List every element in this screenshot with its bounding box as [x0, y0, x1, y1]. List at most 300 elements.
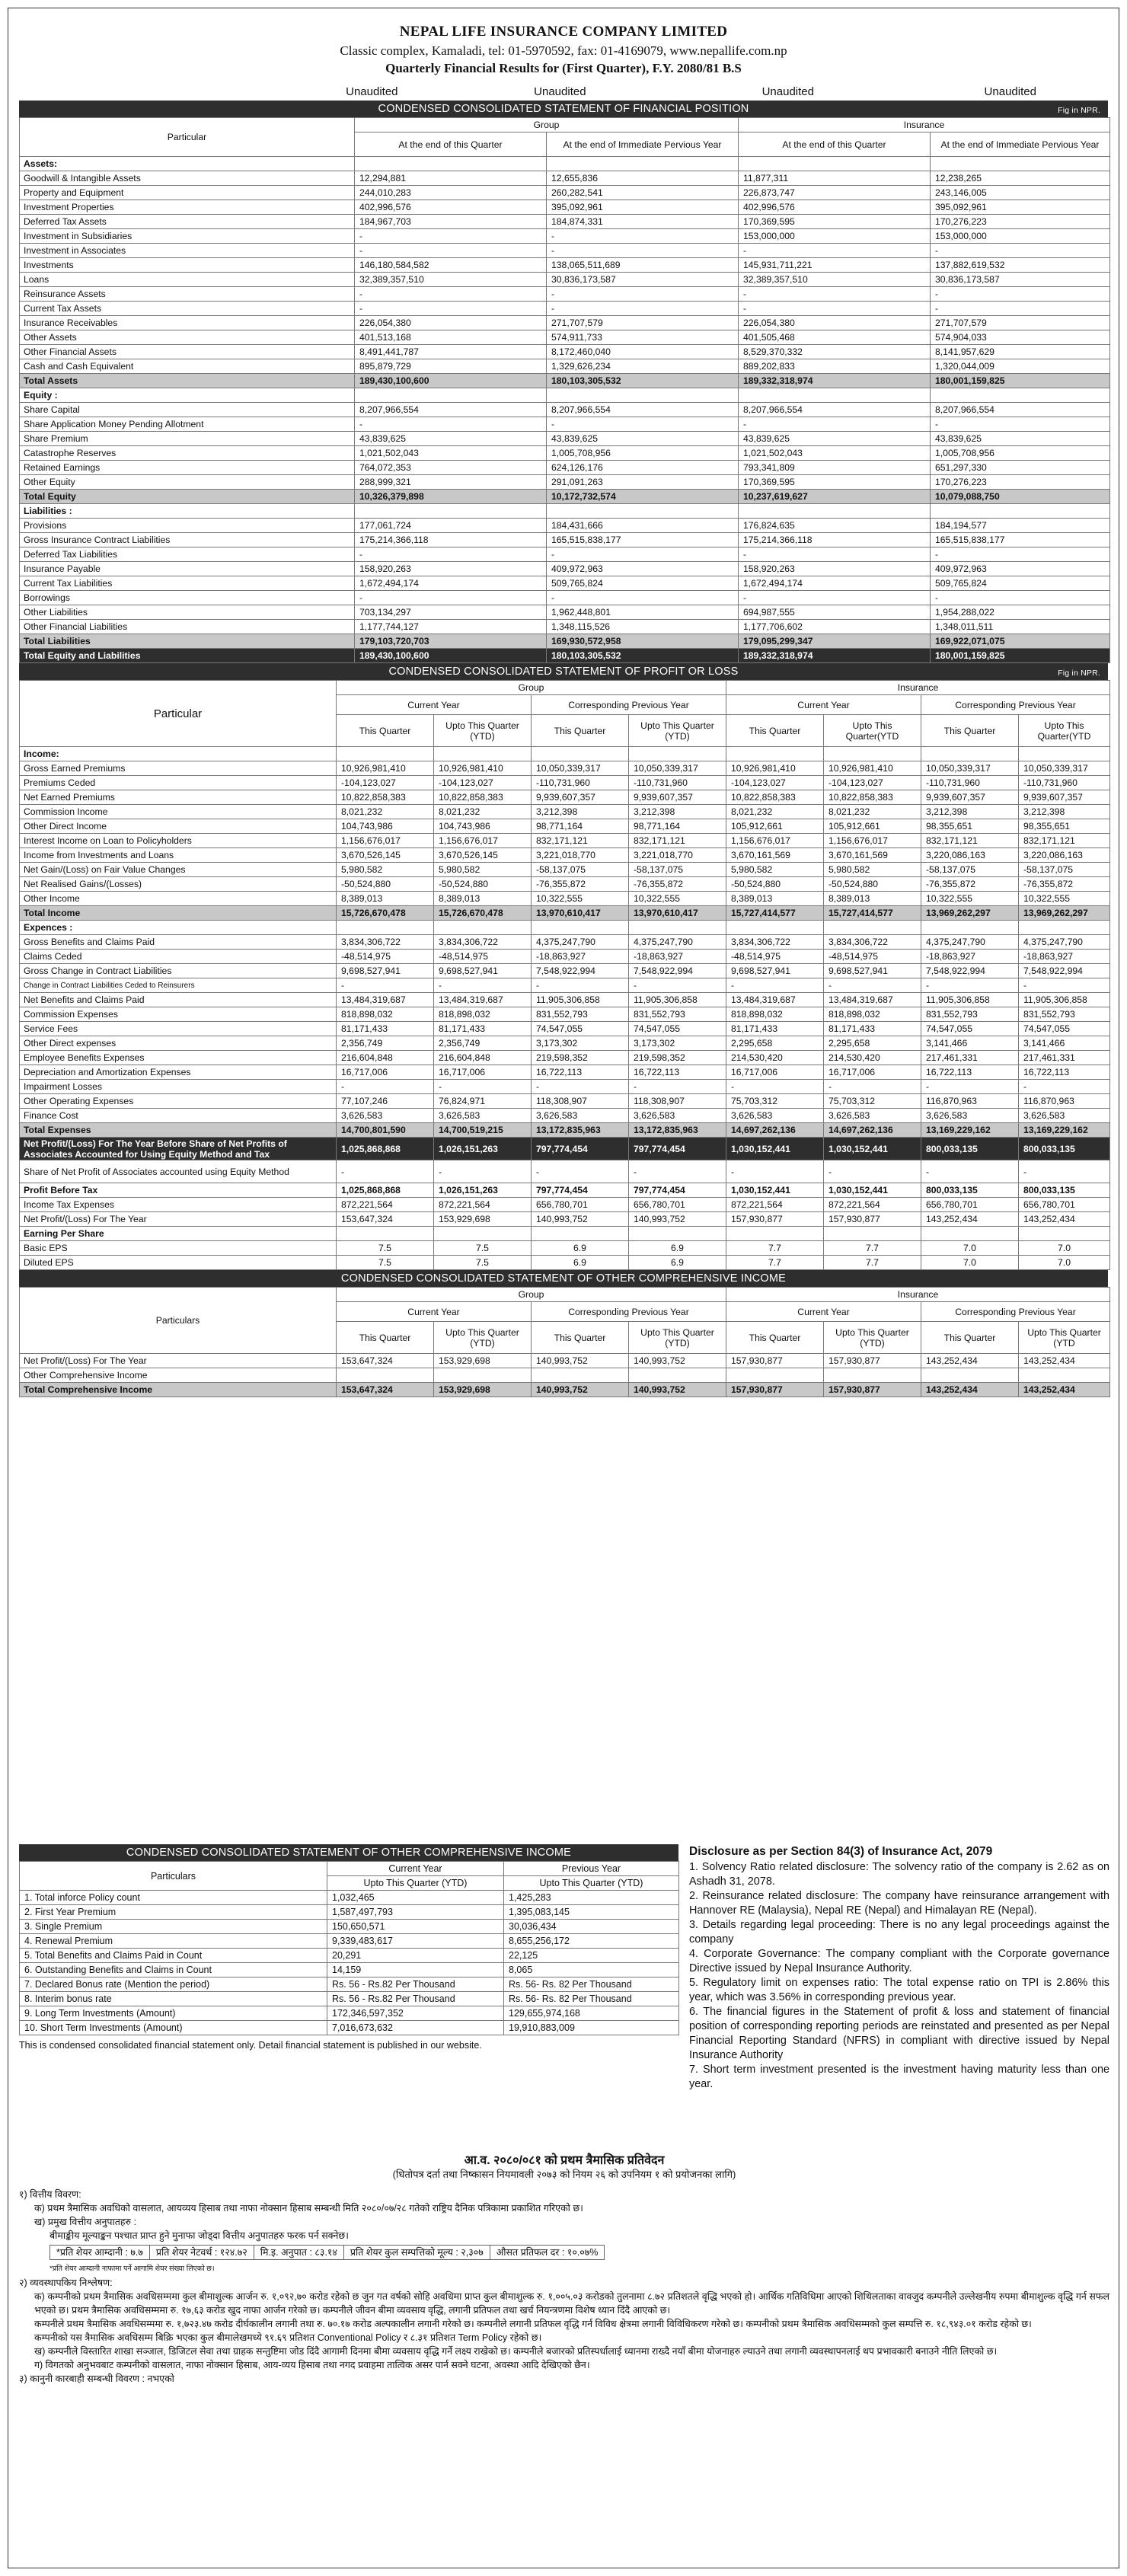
disclosure-item: 3. Details regarding legal proceeding: There is no any legal proceedings against the company: [689, 1919, 1109, 1946]
table-row: [20, 287, 1110, 302]
table-row: [20, 1992, 679, 2006]
value-cell: 13,484,319,687: [337, 993, 434, 1007]
value-cell: 764,072,353: [355, 461, 547, 475]
value-cell: 656,780,701: [532, 1198, 629, 1212]
table-row: [20, 1368, 1110, 1383]
table-row: [20, 519, 1110, 533]
value-cell: -50,524,880: [337, 877, 434, 892]
value-cell: 3,834,306,722: [824, 935, 921, 950]
value-cell: 179,095,299,347: [739, 634, 931, 649]
header-ytd: Upto This Quarter (YTD: [1019, 1322, 1110, 1354]
value-cell: [355, 157, 547, 171]
table-row: [20, 978, 1110, 993]
row-label: Other Direct Income: [20, 819, 337, 834]
value-cell: 1,672,494,174: [355, 576, 547, 591]
value-cell: 3,212,398: [629, 805, 726, 819]
header-current-year: Current Year: [327, 1862, 504, 1876]
value-cell: 43,839,625: [355, 432, 547, 446]
table-row: [20, 649, 1110, 663]
value-cell: -: [921, 1080, 1019, 1094]
section-title: CONDENSED CONSOLIDATED STATEMENT OF OTHER COMPREHENSIVE INCOME: [340, 1272, 787, 1285]
row-label: 3. Single Premium: [20, 1920, 327, 1934]
value-cell: -48,514,975: [337, 950, 434, 964]
value-cell: 13,172,835,963: [532, 1123, 629, 1138]
kpi-title: [19, 1844, 678, 1861]
value-cell: 818,898,032: [337, 1007, 434, 1022]
value-cell: 1,156,676,017: [434, 834, 532, 848]
value-cell: 153,929,698: [434, 1354, 532, 1368]
value-cell: [739, 157, 931, 171]
value-cell: 7,548,922,994: [921, 964, 1019, 978]
value-cell: 22,125: [504, 1949, 679, 1963]
table-row: [20, 1227, 1110, 1241]
value-cell: 16,722,113: [629, 1065, 726, 1080]
value-cell: -: [931, 547, 1110, 562]
value-cell: [1019, 1227, 1110, 1241]
table-row: [20, 244, 1110, 258]
ratio-cell: प्रति शेयर नेटवर्थ : १२४.७२: [149, 2246, 254, 2260]
value-cell: -: [739, 302, 931, 316]
value-cell: 75,703,312: [726, 1094, 824, 1109]
value-cell: -: [547, 417, 739, 432]
value-cell: 260,282,541: [547, 186, 739, 200]
row-label: Goodwill & Intangible Assets: [20, 171, 355, 186]
value-cell: -: [337, 1080, 434, 1094]
value-cell: 8,207,966,554: [355, 403, 547, 417]
value-cell: 7.5: [434, 1256, 532, 1270]
value-cell: 1,587,497,793: [327, 1905, 504, 1920]
section-title: CONDENSED CONSOLIDATED STATEMENT OF PROFIT OR LOSS: [388, 666, 739, 678]
row-label: 7. Declared Bonus rate (Mention the period): [20, 1977, 327, 1992]
value-cell: -: [434, 978, 532, 993]
value-cell: 271,707,579: [547, 316, 739, 330]
row-label: Insurance Payable: [20, 562, 355, 576]
row-label: Gross Change in Contract Liabilities: [20, 964, 337, 978]
value-cell: -: [434, 1080, 532, 1094]
disclosure-item: 2. Reinsurance related disclosure: The company have reinsurance arrangement with Hannover RE (Malaysia), Nepal RE (Nepal) and Himalayan RE (Nepal).: [689, 1890, 1109, 1917]
row-label: Reinsurance Assets: [20, 287, 355, 302]
disclosure-block: [678, 1844, 1109, 2092]
value-cell: 16,717,006: [337, 1065, 434, 1080]
row-label: Insurance Receivables: [20, 316, 355, 330]
row-label: Diluted EPS: [20, 1256, 337, 1270]
value-cell: 184,874,331: [547, 215, 739, 229]
value-cell: 9,939,607,357: [532, 790, 629, 805]
value-cell: 3,141,466: [921, 1036, 1019, 1051]
value-cell: 30,836,173,587: [931, 273, 1110, 287]
table-row: [20, 229, 1110, 244]
financial-position-rows: [20, 157, 1110, 663]
row-label: 8. Interim bonus rate: [20, 1992, 327, 2006]
value-cell: 15,727,414,577: [726, 906, 824, 921]
row-label: Borrowings: [20, 591, 355, 605]
value-cell: 651,297,330: [931, 461, 1110, 475]
value-cell: [931, 388, 1110, 403]
row-label: 4. Renewal Premium: [20, 1934, 327, 1949]
row-label: Assets:: [20, 157, 355, 171]
table-row: [20, 605, 1110, 620]
value-cell: -: [355, 229, 547, 244]
value-cell: 43,839,625: [931, 432, 1110, 446]
value-cell: 32,389,357,510: [355, 273, 547, 287]
table-row: [20, 790, 1110, 805]
value-cell: 170,276,223: [931, 475, 1110, 490]
value-cell: 401,505,468: [739, 330, 931, 345]
value-cell: -: [532, 1080, 629, 1094]
value-cell: 74,547,055: [629, 1022, 726, 1036]
header-group: Group: [337, 681, 726, 695]
row-label: Profit Before Tax: [20, 1183, 337, 1198]
value-cell: [1019, 747, 1110, 761]
value-cell: 169,922,071,075: [931, 634, 1110, 649]
table-row: [20, 776, 1110, 790]
value-cell: [921, 1368, 1019, 1383]
value-cell: 157,930,877: [824, 1354, 921, 1368]
value-cell: 832,171,121: [532, 834, 629, 848]
value-cell: 3,670,161,569: [824, 848, 921, 863]
table-row: [20, 403, 1110, 417]
value-cell: [547, 157, 739, 171]
value-cell: -110,731,960: [921, 776, 1019, 790]
value-cell: 43,839,625: [739, 432, 931, 446]
table-row: [20, 1891, 679, 1905]
table-row: [20, 417, 1110, 432]
value-cell: 77,107,246: [337, 1094, 434, 1109]
value-cell: 832,171,121: [629, 834, 726, 848]
value-cell: 13,969,262,297: [921, 906, 1019, 921]
nepali-paragraph: ख) कम्पनीले विस्तारित शाखा सञ्जाल, डिजिटल सेवा तथा ग्राहक सन्तुष्टिमा जोड दिंदै आगामी दिनमा बीमा व्यवसाय वृद्धि गर्ने लक्ष्य राखेको छ। कम्पनीले बजारको प्रतिस्पर्धालाई ध्यानमा राख्दै नयाँ बीमा योजनाहरु ल्याउने तथा लगानी व्यवस्थापनलाई थप प्रभावकारी बनाउने नीति लिएको छ।: [34, 2346, 998, 2357]
nepali-paragraph: क) प्रथम त्रैमासिक अवधिको वासलात, आयव्यय हिसाब तथा नाफा नोक्सान हिसाब सम्बन्धी मिति २०८०/०७/२८ गतेको राष्ट्रिय दैनिक पत्रिकामा प्रकाशित गरिएको छ।: [34, 2203, 583, 2214]
value-cell: 872,221,564: [337, 1198, 434, 1212]
value-cell: 16,717,006: [726, 1065, 824, 1080]
table-row: [20, 761, 1110, 776]
value-cell: 3,221,018,770: [532, 848, 629, 863]
value-cell: 118,308,907: [532, 1094, 629, 1109]
value-cell: 30,836,173,587: [547, 273, 739, 287]
value-cell: 10,050,339,317: [1019, 761, 1110, 776]
ratio-note: *प्रति शेयर आम्दानी नाफामा पर्ने आगामि शेयर संख्या लिएको छ।: [49, 2265, 215, 2273]
header-this-quarter: This Quarter: [921, 1322, 1019, 1354]
value-cell: 116,870,963: [921, 1094, 1019, 1109]
value-cell: 703,134,297: [355, 605, 547, 620]
table-row: [20, 330, 1110, 345]
value-cell: 800,033,135: [1019, 1183, 1110, 1198]
value-cell: 180,103,305,532: [547, 374, 739, 388]
value-cell: -: [739, 547, 931, 562]
row-label: Liabilities :: [20, 504, 355, 519]
value-cell: 3,626,583: [629, 1109, 726, 1123]
value-cell: 11,905,306,858: [532, 993, 629, 1007]
value-cell: [434, 1227, 532, 1241]
value-cell: 8,141,957,629: [931, 345, 1110, 359]
value-cell: 10,237,619,627: [739, 490, 931, 504]
value-cell: -18,863,927: [532, 950, 629, 964]
table-row: [20, 950, 1110, 964]
value-cell: 157,930,877: [726, 1212, 824, 1227]
value-cell: 16,717,006: [434, 1065, 532, 1080]
value-cell: 75,703,312: [824, 1094, 921, 1109]
value-cell: 13,172,835,963: [629, 1123, 726, 1138]
value-cell: 3,670,161,569: [726, 848, 824, 863]
value-cell: 10,050,339,317: [921, 761, 1019, 776]
nepali-heading: २) व्यवस्थापकिय निश्लेषण:: [19, 2278, 113, 2288]
value-cell: 143,252,434: [921, 1383, 1019, 1397]
value-cell: 13,484,319,687: [726, 993, 824, 1007]
value-cell: 129,655,974,168: [504, 2006, 679, 2021]
value-cell: -: [547, 302, 739, 316]
value-cell: -: [629, 1080, 726, 1094]
value-cell: -: [931, 417, 1110, 432]
value-cell: 1,177,706,602: [739, 620, 931, 634]
value-cell: 800,033,135: [921, 1138, 1019, 1160]
value-cell: 3,834,306,722: [337, 935, 434, 950]
value-cell: 184,431,666: [547, 519, 739, 533]
value-cell: -: [739, 417, 931, 432]
table-row: [20, 461, 1110, 475]
value-cell: -: [931, 591, 1110, 605]
figure-unit-label: Fig in NPR.: [1058, 669, 1100, 678]
ratio-cell: *प्रति शेयर आम्दानी : ७.७: [50, 2246, 150, 2260]
oci-table: [19, 1287, 1110, 1397]
value-cell: 180,001,159,825: [931, 649, 1110, 663]
value-cell: [629, 921, 726, 935]
header-end-quarter: At the end of this Quarter: [355, 132, 547, 157]
value-cell: 13,969,262,297: [1019, 906, 1110, 921]
row-label: Loans: [20, 273, 355, 287]
row-label: Other Financial Assets: [20, 345, 355, 359]
row-label: Share Premium: [20, 432, 355, 446]
value-cell: Rs. 56- Rs. 82 Per Thousand: [504, 1977, 679, 1992]
value-cell: 1,005,708,956: [547, 446, 739, 461]
value-cell: 184,194,577: [931, 519, 1110, 533]
value-cell: 30,036,434: [504, 1920, 679, 1934]
value-cell: 9,698,527,941: [824, 964, 921, 978]
value-cell: 8,491,441,787: [355, 345, 547, 359]
value-cell: 509,765,824: [931, 576, 1110, 591]
row-label: Share Application Money Pending Allotment: [20, 417, 355, 432]
value-cell: 12,238,265: [931, 171, 1110, 186]
value-cell: 13,169,229,162: [1019, 1123, 1110, 1138]
value-cell: -: [355, 302, 547, 316]
nepali-paragraph: क) कम्पनीको प्रथम त्रैमासिक अवधिसम्ममा कुल बीमाशुल्क आर्जन रु. १,०९२,७० करोड रहेको छ जुन गत वर्षको सोहि अवधिमा प्राप्त कुल बीमाशुल्क रु. १,००५.०३ करोडको तुलनामा ८.७२ प्रतिशतले वृद्धि भएको हो। आर्थिक गतिविधिमा आएको शिथिलताका वावजुद कम्पनीले उल्लेखनीय रुपमा बीमाशुल्क वृद्धि गर्न सफल भएको छ। प्रथम त्रैमासिक अवधिसम्ममा रु. १७,६३ करोड खुद नाफा आर्जन गरेको छ। कम्पनीले जीवन बीमा व्यवसाय वृद्धि, लगानी प्रतिफल तथा खर्च नियन्त्रणमा विशेष ध्यान दिंदै आएको छ।: [34, 2291, 1109, 2316]
value-cell: 889,202,833: [739, 359, 931, 374]
value-cell: 8,389,013: [726, 892, 824, 906]
header-end-prev-year: At the end of Immediate Pervious Year: [931, 132, 1110, 157]
value-cell: 9,698,527,941: [434, 964, 532, 978]
value-cell: 409,972,963: [931, 562, 1110, 576]
value-cell: -: [1019, 978, 1110, 993]
row-label: Basic EPS: [20, 1241, 337, 1256]
value-cell: 3,173,302: [629, 1036, 726, 1051]
value-cell: 8,389,013: [337, 892, 434, 906]
row-label: Total Equity: [20, 490, 355, 504]
value-cell: 4,375,247,790: [921, 935, 1019, 950]
value-cell: [921, 921, 1019, 935]
value-cell: 157,930,877: [824, 1383, 921, 1397]
table-row: [20, 547, 1110, 562]
table-row: [20, 1094, 1110, 1109]
table-row: [20, 1051, 1110, 1065]
table-row: [20, 834, 1110, 848]
value-cell: -104,123,027: [824, 776, 921, 790]
table-row: [20, 848, 1110, 863]
value-cell: [726, 921, 824, 935]
value-cell: 574,904,033: [931, 330, 1110, 345]
table-row: [20, 562, 1110, 576]
table-row: [20, 892, 1110, 906]
disclosure-item: 6. The financial figures in the Statement of profit & loss and statement of financial position of corresponding reporting periods are reinstated and presented as per Nepal Financial Reporting Standard (NFRS) in compliant with directive issued by Nepal Insurance Authority: [689, 2006, 1109, 2061]
figure-unit-label: Fig in NPR.: [1058, 106, 1100, 115]
value-cell: 574,911,733: [547, 330, 739, 345]
row-label: 2. First Year Premium: [20, 1905, 327, 1920]
table-row: [20, 186, 1110, 200]
value-cell: 818,898,032: [434, 1007, 532, 1022]
value-cell: 10,322,555: [629, 892, 726, 906]
value-cell: 189,430,100,600: [355, 649, 547, 663]
value-cell: 105,912,661: [726, 819, 824, 834]
row-label: Share Capital: [20, 403, 355, 417]
nepali-heading: ३) कानुनी कारबाही सम्बन्धी विवरण : नभएको: [19, 2373, 174, 2384]
row-label: Other Liabilities: [20, 605, 355, 620]
value-cell: 16,722,113: [921, 1065, 1019, 1080]
value-cell: 8,021,232: [434, 805, 532, 819]
value-cell: -: [355, 287, 547, 302]
value-cell: 13,484,319,687: [824, 993, 921, 1007]
value-cell: 6.9: [532, 1256, 629, 1270]
value-cell: 395,092,961: [547, 200, 739, 215]
table-row: [20, 1383, 1110, 1397]
value-cell: 3,212,398: [921, 805, 1019, 819]
value-cell: 74,547,055: [921, 1022, 1019, 1036]
table-row: [20, 921, 1110, 935]
table-row: [20, 1212, 1110, 1227]
value-cell: 104,743,986: [337, 819, 434, 834]
row-label: Provisions: [20, 519, 355, 533]
value-cell: 797,774,454: [629, 1138, 726, 1160]
value-cell: [726, 1227, 824, 1241]
kpi-block: [19, 1844, 678, 2092]
header-ytd: Upto This Quarter(YTD: [824, 715, 921, 747]
value-cell: 12,655,836: [547, 171, 739, 186]
value-cell: 402,996,576: [355, 200, 547, 215]
row-label: Other Comprehensive Income: [20, 1368, 337, 1383]
value-cell: 8,065: [504, 1963, 679, 1977]
value-cell: 16,722,113: [532, 1065, 629, 1080]
row-label: Income from Investments and Loans: [20, 848, 337, 863]
value-cell: 14,697,262,136: [726, 1123, 824, 1138]
row-label: Investment in Subsidiaries: [20, 229, 355, 244]
table-row: [20, 747, 1110, 761]
value-cell: 3,626,583: [824, 1109, 921, 1123]
company-address: Classic complex, Kamaladi, tel: 01-5970592, fax: 01-4169079, www.nepallife.com.np: [340, 43, 787, 58]
ratio-table: [49, 2245, 605, 2260]
value-cell: 10,822,858,383: [726, 790, 824, 805]
table-row: [20, 906, 1110, 921]
header-ytd: Upto This Quarter (YTD): [434, 715, 532, 747]
value-cell: 140,993,752: [532, 1212, 629, 1227]
footnote: This is condensed consolidated financial statement only. Detail financial statement is published in our website.: [19, 2040, 482, 2051]
value-cell: 9,939,607,357: [921, 790, 1019, 805]
value-cell: 8,655,256,172: [504, 1934, 679, 1949]
value-cell: 1,025,868,868: [337, 1183, 434, 1198]
value-cell: 219,598,352: [629, 1051, 726, 1065]
value-cell: [726, 747, 824, 761]
value-cell: 10,926,981,410: [824, 761, 921, 776]
value-cell: 818,898,032: [824, 1007, 921, 1022]
table-row: [20, 964, 1110, 978]
value-cell: -: [337, 978, 434, 993]
value-cell: -50,524,880: [434, 877, 532, 892]
value-cell: 5,980,582: [434, 863, 532, 877]
profit-loss-title: [19, 663, 1108, 680]
value-cell: 184,967,703: [355, 215, 547, 229]
value-cell: 402,996,576: [739, 200, 931, 215]
value-cell: 6.9: [629, 1256, 726, 1270]
table-row: [20, 504, 1110, 519]
value-cell: 175,214,366,118: [355, 533, 547, 547]
financial-position-table: [19, 117, 1110, 663]
table-row: [20, 1065, 1110, 1080]
value-cell: 1,962,448,801: [547, 605, 739, 620]
table-row: [20, 1256, 1110, 1270]
header-this-quarter: This Quarter: [921, 715, 1019, 747]
table-row: [20, 1354, 1110, 1368]
table-row: [20, 446, 1110, 461]
value-cell: 8,389,013: [434, 892, 532, 906]
table-row: [20, 302, 1110, 316]
value-cell: 143,252,434: [921, 1212, 1019, 1227]
row-label: Investments: [20, 258, 355, 273]
value-cell: 140,993,752: [629, 1212, 726, 1227]
value-cell: 98,355,651: [1019, 819, 1110, 834]
value-cell: -: [824, 1160, 921, 1183]
section-title: CONDENSED CONSOLIDATED STATEMENT OF FINANCIAL POSITION: [378, 103, 749, 115]
table-row: [20, 993, 1110, 1007]
oci-rows: [20, 1354, 1110, 1397]
value-cell: 7.7: [824, 1256, 921, 1270]
value-cell: 76,824,971: [434, 1094, 532, 1109]
row-label: Net Profit/(Loss) For The Year: [20, 1212, 337, 1227]
value-cell: -110,731,960: [629, 776, 726, 790]
header-this-quarter: This Quarter: [337, 715, 434, 747]
value-cell: -76,355,872: [532, 877, 629, 892]
value-cell: [824, 1227, 921, 1241]
row-label: Deferred Tax Assets: [20, 215, 355, 229]
value-cell: 832,171,121: [1019, 834, 1110, 848]
table-row: [20, 432, 1110, 446]
value-cell: 7.0: [921, 1256, 1019, 1270]
value-cell: -: [726, 1080, 824, 1094]
value-cell: 146,180,584,582: [355, 258, 547, 273]
value-cell: 3,626,583: [434, 1109, 532, 1123]
value-cell: -: [532, 978, 629, 993]
value-cell: 1,177,744,127: [355, 620, 547, 634]
row-label: Net Earned Premiums: [20, 790, 337, 805]
value-cell: 176,824,635: [739, 519, 931, 533]
value-cell: 180,001,159,825: [931, 374, 1110, 388]
value-cell: -: [921, 978, 1019, 993]
value-cell: 9,698,527,941: [726, 964, 824, 978]
value-cell: [629, 1368, 726, 1383]
header-group: Group: [337, 1288, 726, 1302]
value-cell: 13,970,610,417: [532, 906, 629, 921]
row-label: Other Direct expenses: [20, 1036, 337, 1051]
value-cell: -: [739, 287, 931, 302]
value-cell: 137,882,619,532: [931, 258, 1110, 273]
table-row: [20, 200, 1110, 215]
row-label: 10. Short Term Investments (Amount): [20, 2021, 327, 2035]
value-cell: 226,054,380: [355, 316, 547, 330]
